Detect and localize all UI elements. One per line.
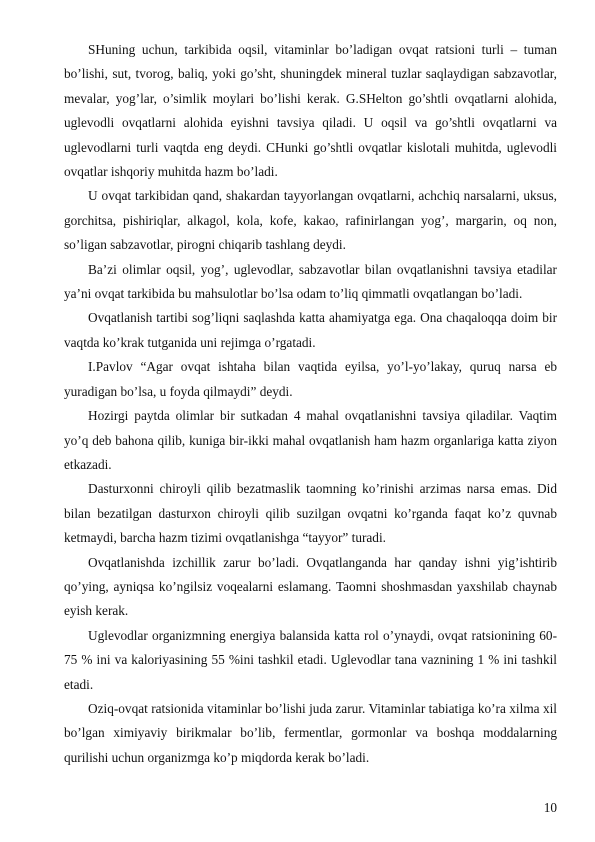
paragraph-diet-variety: SHuning uchun, tarkibida oqsil, vitaminlar bo’ladigan ovqat ratsioni turli – tuman bo’lishi, sut, tvorog, baliq, yoki go’sht, shuningdek mineral tuzlar saqlaydigan sabzavotlar, mevalar, yog’lar, o’simlik moylari bo’lishi kerak. G.SHelton go’shtli ovqatlarni alohida, uglevodli ovqatlarni alohida eyishni tavsiya qiladi. U oqsil va go’shtli ovqatlarni va uglevodlarni turli vaqtda eng deydi. CHunki go’shtli ovqatlar kislotali muhitda, uglevodli ovqatlar ishqoriy muhitda hazm bo’ladi. <box>64 42 557 180</box>
paragraph-foods-to-exclude: U ovqat tarkibidan qand, shakardan tayyorlangan ovqatlarni, achchiq narsalarni, uksus, gorchitsa, pishiriqlar, alkagol, kola, kofe, kakao, rafinirlangan yog’, margarin, oq non, so’ligan sabzavotlar, pirogni chiqarib tashlang deydi. <box>64 188 557 253</box>
document-body <box>64 38 557 770</box>
paragraph-table-setting: Dasturxonni chiroyli qilib bezatmaslik taomning ko’rinishi arzimas narsa emas. Did bilan bezatilgan dasturxon chiroyli qilib suzilgan ovqatni ko’rganda faqat ko’z quvnab ketmaydi, barcha hazm tizimi ovqatlanishga “tayyor” turadi. <box>64 481 557 546</box>
paragraph-pavlov-quote: I.Pavlov “Agar ovqat ishtaha bilan vaqtida eyilsa, yo’l-yo’lakay, quruq narsa eb yuradigan bo’lsa, u foyda qilmaydi” deydi. <box>64 359 557 399</box>
paragraph-four-meals: Hozirgi paytda olimlar bir sutkadan 4 mahal ovqatlanishni tavsiya qiladilar. Vaqtim yo’q deb bahona qilib, kuniga bir-ikki mahal ovqatlanish ham hazm organlariga katta ziyon etkazadi. <box>64 408 557 472</box>
paragraph-eating-schedule: Ovqatlanish tartibi sog’liqni saqlashda katta ahamiyatga ega. Ona chaqaloqqa doim bir vaqtda ko’krak tutganida uni rejimga o’rgatadi. <box>64 310 557 350</box>
paragraph-eating-consistency: Ovqatlanishda izchillik zarur bo’ladi. Ovqatlanganda har qanday ishni yig’ishtirib qo’ying, ayniqsa ko’ngilsiz voqealarni eslamang. Taomni shoshmasdan yaxshilab chaynab eyish kerak. <box>64 554 557 619</box>
paragraph-scientists-recommend: Ba’zi olimlar oqsil, yog’, uglevodlar, sabzavotlar bilan ovqatlanishni tavsiya etadilar ya’ni ovqat tarkibida bu mahsulotlar bo’lsa odam to’liq qimmatli ovqatlangan bo’ladi. <box>64 261 557 302</box>
paragraph-carbohydrates: Uglevodlar organizmning energiya balansida katta rol o’ynaydi, ovqat ratsionining 60-75 % ini va kaloriyasining 55 %ini tashkil etadi. Uglevodlar tana vaznining 1 % ini tashkil etadi. <box>64 627 557 692</box>
page-number: 10 <box>543 800 557 815</box>
paragraph-vitamins: Oziq-ovqat ratsionida vitaminlar bo’lishi juda zarur. Vitaminlar tabiatiga ko’ra xilma xil bo’lgan ximiyaviy birikmalar bo’lib, fermentlar, gormonlar va boshqa moddalarning qurilishi uchun organizmga ko’p miqdorda kerak bo’ladi. <box>64 700 557 765</box>
